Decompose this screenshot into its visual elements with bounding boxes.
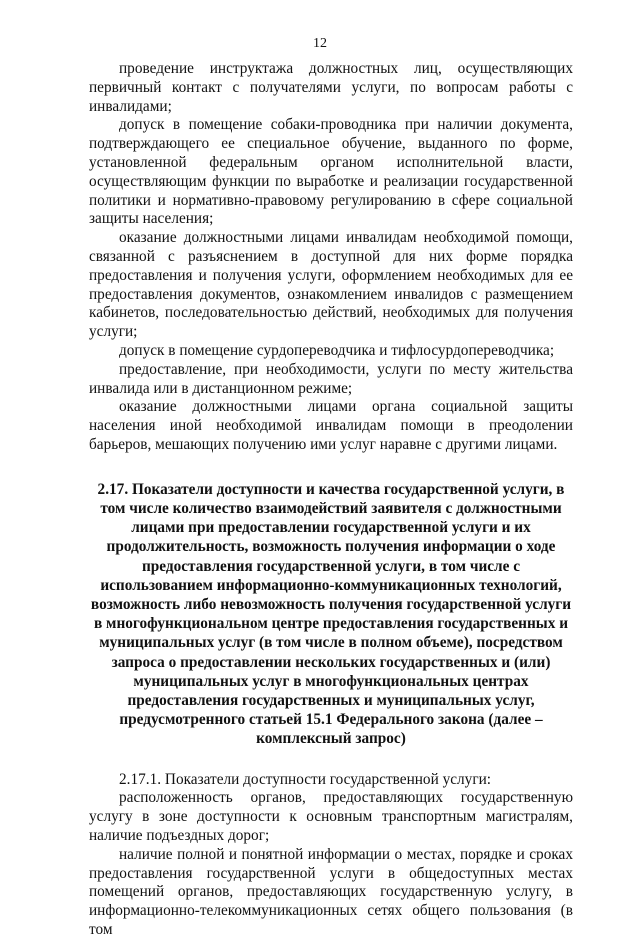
paragraph-briefing: проведение инструктажа должностных лиц, осуществляющих первичный контакт с получателями услуги, по вопросам работы с инвалидами; xyxy=(89,60,573,115)
paragraph-information: наличие полной и понятной информации о местах, порядке и сроках предоставления государственной услуги в общедоступных местах помещений органов, предоставляющих государственную услугу, в информационно-телекоммуникационных сетях общего пользования (в том xyxy=(89,845,573,938)
paragraph-sign-interpreter: допуск в помещение сурдопереводчика и тифлосурдопереводчика; xyxy=(119,341,555,359)
paragraph-assistance: оказание должностными лицами инвалидам необходимой помощи, связанной с разъяснением в доступной для них форме порядка предоставления и получения услуги, оформлением необходимых для ее предоставления документов, ознакомлением инвалидов с размещением кабинетов, последовательностью действий, необходимых для получения услуги; xyxy=(89,229,573,341)
paragraph-location: расположенность органов, предоставляющих государственную услугу в зоне доступности к основным транспортным магистралям, наличие подъездных дорог; xyxy=(89,789,573,844)
paragraph-2-17-1: 2.17.1. Показатели доступности государственной услуги: xyxy=(119,770,492,788)
document-body xyxy=(89,60,573,940)
section-heading-2-17: 2.17. Показатели доступности и качества государственной услуги, в том числе количество взаимодействий заявителя с должностными лицами при предоставлении государственной услуги и их продолжительность, возможность получения информации о ходе предоставления государственной услуги, в том числе с использованием информационно-коммуникационных технологий, возможность либо невозможность получения государственной услуги в многофункциональном центре предоставления государственных и муниципальных услуг (в том числе в полном объеме), посредством запроса о предоставлении нескольких государственных и (или) муниципальных услуг в многофункциональных центрах предоставления государственных и муниципальных услуг, предусмотренного статьей 15.1 Федерального закона (далее – комплексный запрос) xyxy=(90,480,572,748)
paragraph-other-help: оказание должностными лицами органа социальной защиты населения иной необходимой инвалидам помощи в преодолении барьеров, мешающих получению ими услуг наравне с другими лицами. xyxy=(89,398,573,453)
paragraph-remote-service: предоставление, при необходимости, услуги по месту жительства инвалида или в дистанционном режиме; xyxy=(89,360,573,397)
page-number: 12 xyxy=(313,36,327,51)
paragraph-guide-dog: допуск в помещение собаки-проводника при наличии документа, подтверждающего ее специальное обучение, выданного по форме, установленной федеральным органом исполнительной власти, осуществляющим функции по выработке и реализации государственной политики и нормативно-правовому регулированию в сфере социальной защиты населения; xyxy=(89,116,573,228)
